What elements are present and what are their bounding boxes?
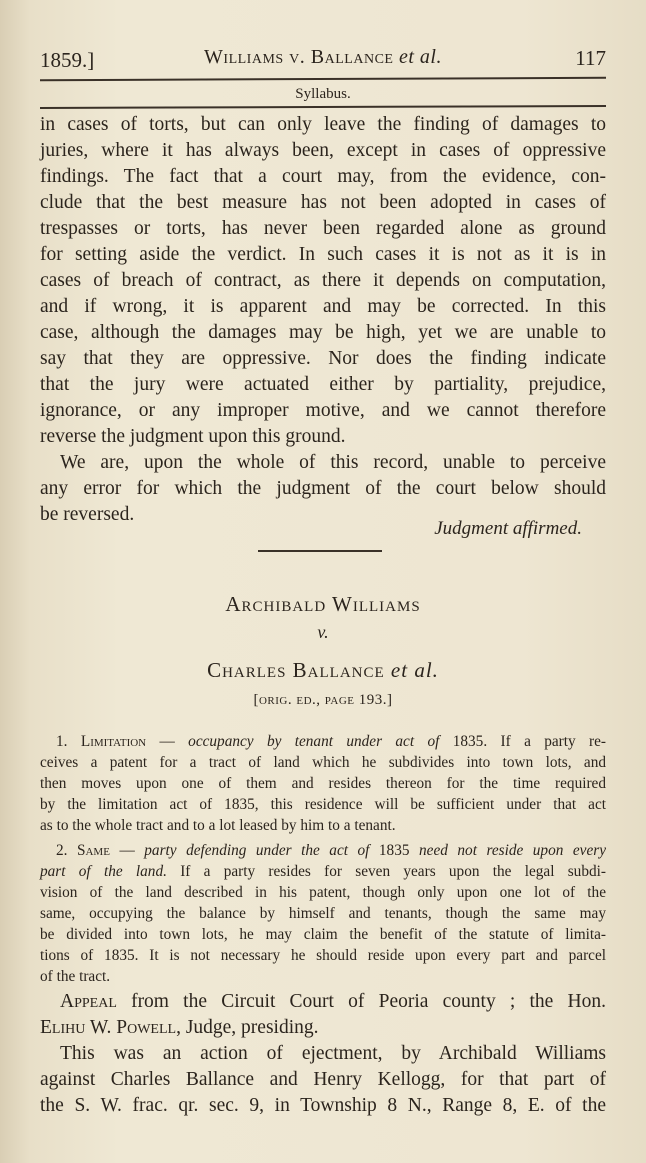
syllabus-point-1 <box>40 731 606 836</box>
text-segment: be reversed. <box>40 504 135 525</box>
text-segment: Appeal <box>60 991 117 1012</box>
text-line <box>40 1067 606 1093</box>
judgment-affirmed: Judgment affirmed. <box>434 518 582 539</box>
case-party-1: Archibald Williams <box>225 592 421 616</box>
text-line <box>40 190 606 216</box>
text-segment: reverse the judgment upon this ground. <box>40 426 346 447</box>
text-segment: from the Circuit Court of Peoria county ; the Hon. <box>116 991 606 1012</box>
text-segment: Elihu W. Powell <box>40 1017 177 1038</box>
text-line <box>40 294 606 320</box>
text-segment: any error for which the judgment of the court below should <box>40 478 606 499</box>
text-segment: 2. <box>56 842 77 859</box>
text-line <box>40 966 606 987</box>
text-segment: 1835 <box>369 842 420 859</box>
text-line <box>40 815 606 836</box>
text-segment: in cases of torts, but can only leave the finding of damages to <box>40 114 606 135</box>
page-number: 117 <box>575 46 606 70</box>
text-segment: — <box>109 842 145 859</box>
text-segment: 1. <box>56 733 81 750</box>
text-segment: We are, upon the whole of this record, unable to perceive <box>60 452 606 473</box>
original-edition-ref: [orig. ed., page 193.] <box>253 692 393 708</box>
text-segment: say that they are oppressive. Nor does the finding indicate <box>40 348 606 369</box>
text-segment: occupancy by tenant under act of <box>188 733 440 750</box>
text-line <box>40 268 606 294</box>
text-line <box>40 861 606 882</box>
text-line <box>40 731 606 752</box>
text-segment: If a party resides for seven years upon the legal subdi- <box>166 863 606 880</box>
text-segment: party defending under the act of <box>144 842 370 859</box>
text-segment: for setting aside the verdict. In such cases it is not as it is in <box>40 244 606 265</box>
text-line <box>40 372 606 398</box>
text-line <box>40 989 606 1015</box>
text-segment: that the jury were actuated either by partiality, prejudice, <box>40 374 606 395</box>
text-line <box>40 424 606 450</box>
text-line <box>40 450 606 476</box>
case-party-2-etal: et al. <box>390 658 439 682</box>
case-party-2-name: Charles Ballance <box>207 658 385 682</box>
text-line <box>40 398 606 424</box>
opinion-text <box>40 112 606 528</box>
text-line <box>40 752 606 773</box>
text-segment: juries, where it has always been, except in cases of oppressive <box>40 140 606 161</box>
text-segment: — <box>146 733 189 750</box>
section-rule <box>40 105 606 108</box>
statement-text <box>40 989 606 1119</box>
text-line <box>40 1015 606 1041</box>
text-segment: vision of the land described in his patent, though only upon one lot of the <box>40 884 606 901</box>
text-line <box>40 840 606 861</box>
text-line <box>40 1093 606 1119</box>
text-segment: case, although the damages may be high, yet we are unable to <box>40 322 606 343</box>
case-versus: v. <box>317 622 329 642</box>
text-segment: the S. W. frac. qr. sec. 9, in Township 8 N., Range 8, E. of the <box>40 1095 606 1116</box>
case-party-2 <box>0 658 646 683</box>
text-segment: against Charles Ballance and Henry Kellogg, for that part of <box>40 1069 606 1090</box>
text-line <box>40 882 606 903</box>
text-line <box>40 794 606 815</box>
text-segment: by the limitation act of 1835, this residence will be sufficient under that act <box>40 796 606 813</box>
text-segment: tions of 1835. It is not necessary he should reside upon every part and parcel <box>40 947 606 964</box>
text-line <box>40 112 606 138</box>
text-segment: need not reside upon every <box>419 842 606 859</box>
text-line <box>40 945 606 966</box>
text-segment: same, occupying the balance by himself and tenants, though the same may <box>40 905 606 922</box>
text-segment: , Judge, presiding. <box>176 1017 319 1038</box>
text-line <box>40 242 606 268</box>
text-segment: Limitation <box>80 733 147 750</box>
text-segment: trespasses or torts, has never been regarded alone as ground <box>40 218 606 239</box>
text-segment: and if wrong, it is apparent and may be corrected. In this <box>40 296 606 317</box>
text-line <box>40 216 606 242</box>
text-segment: Same <box>76 842 110 859</box>
running-head-year: 1859.] <box>40 48 95 72</box>
text-segment: then moves upon one of them and resides thereon for the time required <box>40 775 606 792</box>
text-segment: as to the whole tract and to a lot leased by him to a tenant. <box>40 817 396 834</box>
text-segment: cases of breach of contract, as there it depends on computation, <box>40 270 606 291</box>
text-line <box>40 903 606 924</box>
text-line <box>40 138 606 164</box>
section-heading: Syllabus. <box>295 86 351 102</box>
text-segment: ceives a patent for a tract of land which he subdivides into town lots, and <box>40 754 606 771</box>
syllabus-point-2 <box>40 840 606 987</box>
text-segment: of the tract. <box>40 968 111 985</box>
text-segment: part of the land. <box>40 863 167 880</box>
text-segment: ignorance, or any improper motive, and we cannot therefore <box>40 400 606 421</box>
running-head-title <box>0 46 646 69</box>
divider-rule <box>258 550 382 552</box>
text-line <box>40 476 606 502</box>
header-rule <box>40 77 606 81</box>
running-head-etal: et al. <box>398 46 442 68</box>
text-line <box>40 164 606 190</box>
text-line <box>40 346 606 372</box>
text-line <box>40 1041 606 1067</box>
text-segment: be divided into town lots, he may claim the benefit of the statute of limita- <box>40 926 606 943</box>
text-segment: 1835. If a party re- <box>439 733 606 750</box>
running-head-parties: Williams v. Ballance <box>204 46 394 68</box>
text-line <box>40 773 606 794</box>
text-segment: clude that the best measure has not been adopted in cases of <box>40 192 606 213</box>
text-segment: findings. The fact that a court may, from the evidence, con- <box>40 166 606 187</box>
text-segment: This was an action of ejectment, by Archibald Williams <box>60 1043 606 1064</box>
text-line <box>40 924 606 945</box>
text-line <box>40 320 606 346</box>
